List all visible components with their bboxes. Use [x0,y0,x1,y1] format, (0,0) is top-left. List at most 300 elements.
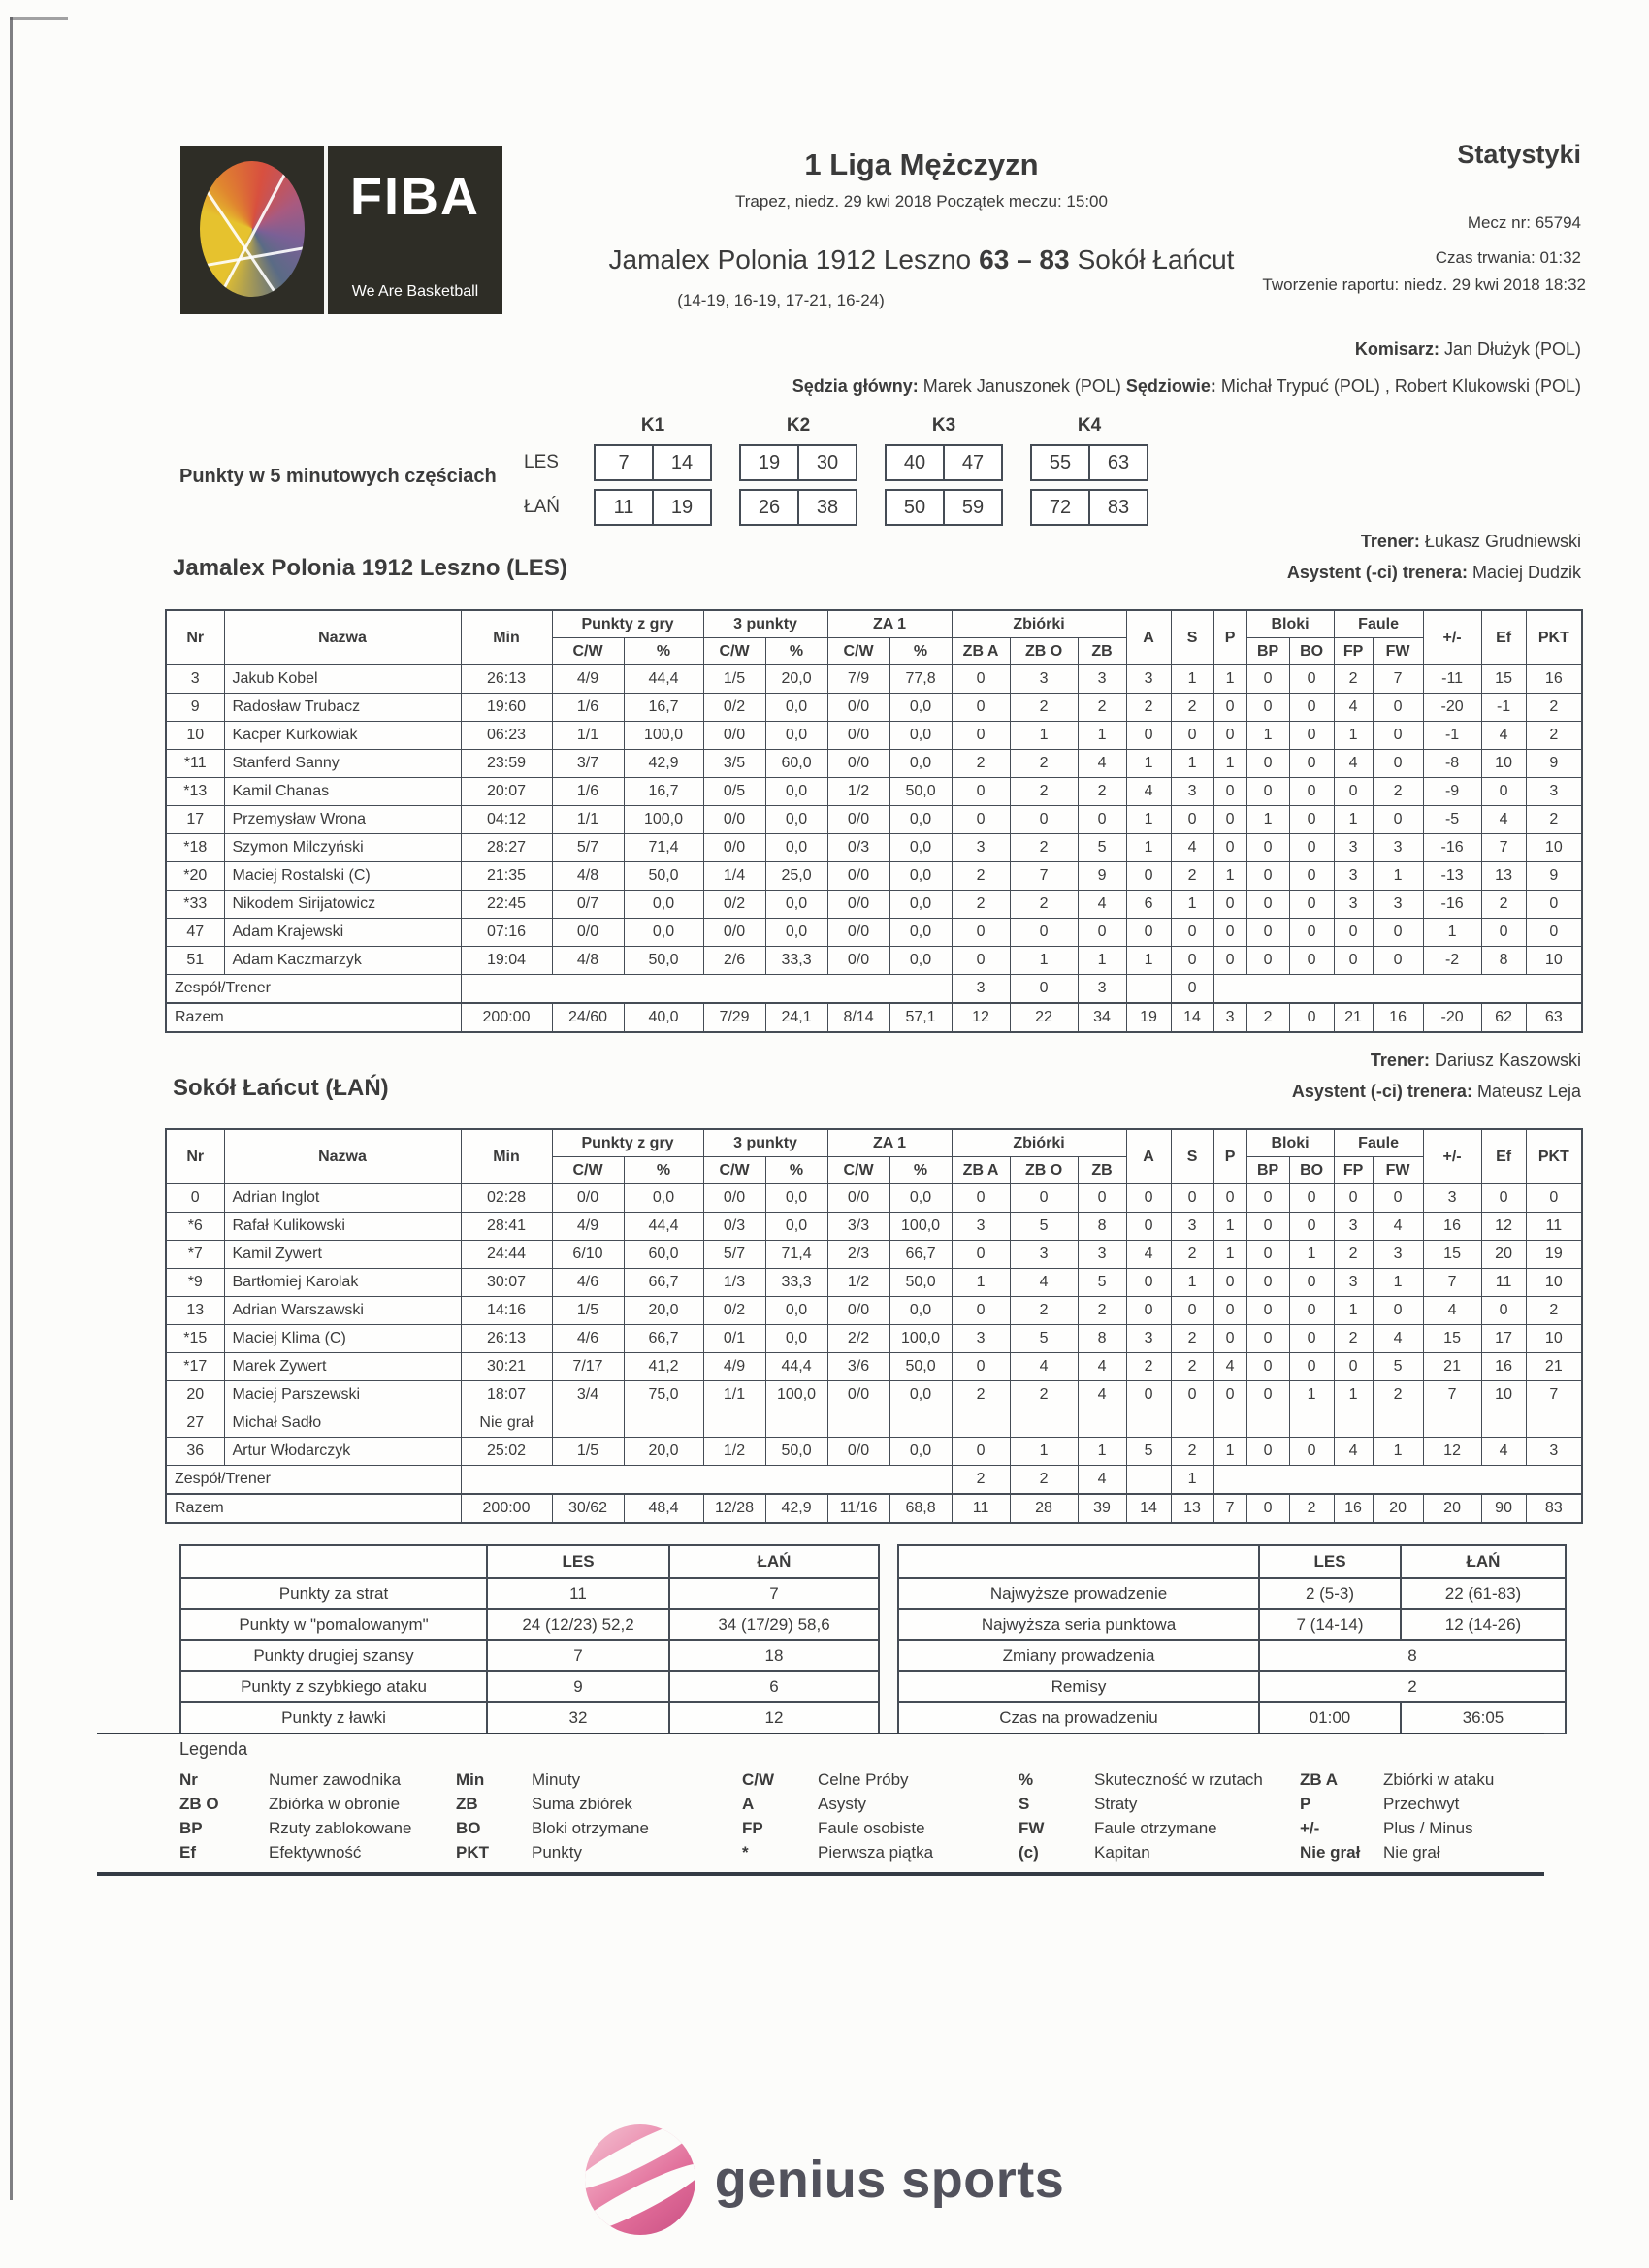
stat-cell: 4 [1078,1381,1126,1409]
stat-cell: 20:07 [461,778,552,806]
stat-cell: 3/5 [703,750,765,778]
stat-cell: 77,8 [889,665,952,694]
stat-cell: 44,4 [624,665,703,694]
stat-cell: 8 [1078,1325,1126,1353]
legend [179,1767,1600,1864]
stat-cell: 5/7 [703,1241,765,1269]
col-header-steals: P [1213,1129,1246,1184]
stat-cell: 36 [166,1438,224,1466]
stat-cell: -1 [1481,694,1526,722]
legend-entry [179,1767,456,1792]
total-cell: 200:00 [461,1494,552,1523]
stat-cell: 4 [1010,1269,1078,1297]
summary-stat-label: Punkty z szybkiego ataku [180,1671,487,1702]
player-row [166,665,1582,694]
team-bench-row [166,1466,1582,1495]
stat-cell: 0/0 [827,750,889,778]
quarter-group [739,415,857,534]
stat-cell: 0,0 [889,834,952,862]
totals-label: Razem [166,1003,461,1032]
player-name: Maciej Klima (C) [224,1325,461,1353]
stat-cell: 1/5 [552,1438,624,1466]
away-team-code: ŁAŃ [524,497,560,517]
stat-cell: 2 [1010,694,1078,722]
team2-coach-line [1371,1051,1581,1071]
stat-cell: 4 [1373,1325,1423,1353]
coach-name: Łukasz Grudniewski [1419,532,1581,551]
player-name: Adam Krajewski [224,919,461,947]
player-name: Kacper Kurkowiak [224,722,461,750]
stat-cell: 1/5 [552,1297,624,1325]
stat-cell: 0/0 [703,919,765,947]
stat-cell: 12 [1481,1213,1526,1241]
referee-name: Marek Januszonek (POL) [918,376,1126,396]
stat-cell: 3 [952,834,1010,862]
quarter-score-row [594,489,712,526]
summary-row [180,1702,879,1733]
stat-cell: 3 [952,1325,1010,1353]
total-cell: 12 [952,1003,1010,1032]
col-header-points: PKT [1526,610,1582,665]
stat-cell: 0 [952,1297,1010,1325]
total-cell: 14 [1126,1494,1171,1523]
stat-cell: 2 [1078,1297,1126,1325]
legend-abbr: BO [456,1819,481,1837]
stat-cell: 2 [1010,891,1078,919]
stat-cell: 0 [1126,1381,1171,1409]
stat-cell: 100,0 [765,1381,827,1409]
stat-cell: 0 [1289,1325,1334,1353]
stat-cell: 4 [1213,1353,1246,1381]
stat-cell: 4 [1078,750,1126,778]
player-name: Marek Zywert [224,1353,461,1381]
stat-cell: 0/0 [552,919,624,947]
player-row [166,947,1582,975]
stat-cell: 0 [952,947,1010,975]
stat-cell: 2 [1481,891,1526,919]
stat-cell: 0 [1246,750,1289,778]
quarter-score-row [1030,444,1148,481]
stat-cell [552,1409,624,1438]
col-header-nr: Nr [166,610,224,665]
legend-abbr: ZB O [179,1795,219,1813]
legend-column [456,1767,742,1864]
stat-cell: 0 [1246,694,1289,722]
stat-cell: -8 [1423,750,1481,778]
legend-entry [456,1767,742,1792]
stat-cell: 2 [1526,806,1582,834]
stat-cell [1481,1409,1526,1438]
stat-cell: 3 [1334,862,1373,891]
stat-cell: 3/4 [552,1381,624,1409]
team-bench-label: Zespół/Trener [166,975,461,1004]
stat-cell: 7 [1423,1381,1481,1409]
stat-cell: 7/17 [552,1353,624,1381]
player-row [166,834,1582,862]
match-title [592,244,1251,275]
stat-cell: 11 [1526,1213,1582,1241]
score-cell: 63 [1088,444,1148,481]
stat-cell: 33,3 [765,947,827,975]
stat-cell: 0,0 [765,1213,827,1241]
stat-cell: 1 [1213,862,1246,891]
total-cell: 0 [1246,1494,1289,1523]
stat-cell: 25,0 [765,862,827,891]
score-cell: 40 [885,444,945,481]
summary-row [898,1702,1566,1733]
stat-cell: 0 [1246,1381,1289,1409]
team2-assistant-line [1292,1082,1581,1102]
legend-entry [179,1816,456,1840]
stat-cell: 19 [1526,1241,1582,1269]
stat-cell: 60,0 [624,1241,703,1269]
stat-cell: 0/2 [703,694,765,722]
stat-cell: 2 [1010,778,1078,806]
total-cell: 7 [1213,1494,1246,1523]
col-header-bo: BO [1289,1157,1334,1184]
legend-abbr: PKT [456,1843,489,1862]
stat-cell: 21:35 [461,862,552,891]
total-cell: 19 [1126,1003,1171,1032]
commissioner-name: Jan Dłużyk (POL) [1439,340,1581,359]
stat-cell: 1 [1423,919,1481,947]
total-cell: -20 [1423,1003,1481,1032]
stat-cell: 22:45 [461,891,552,919]
legend-entry [1018,1840,1300,1864]
stat-cell: 0 [952,722,1010,750]
col-header-turnovers: S [1171,610,1213,665]
stat-cell: 0/1 [703,1325,765,1353]
stat-cell: 1 [1078,722,1126,750]
col-header-zb: ZB [1078,638,1126,665]
stat-cell: 07:16 [461,919,552,947]
stat-cell: 0/0 [827,1184,889,1213]
player-row [166,1325,1582,1353]
stat-cell: 1 [1334,806,1373,834]
legend-desc: Kapitan [1094,1843,1150,1862]
stats-table-header [166,1129,1582,1184]
stat-cell: 0 [1246,1241,1289,1269]
col-group-fouls: Faule [1334,1129,1423,1157]
stat-cell: 0 [1373,722,1423,750]
legend-abbr: C/W [742,1770,775,1789]
team2-stats-body [166,1184,1582,1524]
col-group-blocks: Bloki [1246,1129,1334,1157]
summary-row [180,1671,879,1702]
stat-cell: 0/0 [827,1297,889,1325]
team2-stats-table [165,1128,1583,1524]
quarter-team-codes [524,415,594,534]
total-cell: 24/60 [552,1003,624,1032]
quarter-scores-block [179,415,1148,534]
stat-cell: 1 [1126,947,1171,975]
stat-cell: 0,0 [889,1438,952,1466]
stat-cell: 0 [1289,778,1334,806]
stat-cell: 3 [1010,1241,1078,1269]
stat-cell: 24:44 [461,1241,552,1269]
stat-cell: 0 [1213,919,1246,947]
stat-cell: 0 [1213,1184,1246,1213]
summary-value-lan: 12 (14-26) [1401,1609,1566,1640]
stat-cell [703,1409,765,1438]
report-timestamp: Tworzenie raportu: niedz. 29 kwi 2018 18:32 [1262,275,1586,294]
stat-cell: 0 [1213,834,1246,862]
summary-row [898,1640,1566,1671]
league-title: 1 Liga Mężczyzn [804,147,1039,181]
col-header-zbo: ZB O [1010,1157,1078,1184]
legend-entry [742,1767,1018,1792]
stat-cell [1526,1409,1582,1438]
legend-desc: Minuty [532,1770,581,1789]
stat-cell: 17 [1481,1325,1526,1353]
stat-cell: 60,0 [765,750,827,778]
col-header-plusminus: +/- [1423,610,1481,665]
stat-cell: 2 [952,1466,1010,1495]
stat-cell: 3/3 [827,1213,889,1241]
total-cell: 16 [1373,1003,1423,1032]
stat-cell: 3 [1526,778,1582,806]
stat-cell: 5 [1078,834,1126,862]
col-header-nr: Nr [166,1129,224,1184]
stat-cell: 1/2 [827,778,889,806]
leads-summary-table [897,1544,1567,1734]
stat-cell: *13 [166,778,224,806]
stat-cell: 50,0 [765,1438,827,1466]
quarter-group [1030,415,1148,534]
summary-shared-value: 8 [1259,1640,1566,1671]
col-header-pct: % [765,638,827,665]
stat-cell: 0 [1078,806,1126,834]
stat-cell: 0 [1246,1213,1289,1241]
team1-assistant-line [1287,563,1581,583]
stat-cell: 1 [1126,750,1171,778]
player-row [166,806,1582,834]
team-code-header: LES [1259,1545,1401,1578]
coach-label: Trener: [1360,532,1420,551]
legend-abbr: (c) [1018,1843,1039,1862]
stat-cell: 0 [1171,975,1213,1004]
stat-cell: 1/1 [552,806,624,834]
stat-cell: 4 [1373,1213,1423,1241]
final-score: 63 – 83 [979,244,1070,275]
stat-cell: 0 [1289,665,1334,694]
stat-cell: 0 [1213,1381,1246,1409]
col-header-fw: FW [1373,638,1423,665]
stat-cell [765,1409,827,1438]
stat-cell: 1 [1171,1269,1213,1297]
stat-cell: 16,7 [624,694,703,722]
stat-cell: 44,4 [765,1353,827,1381]
summary-value-lan: 34 (17/29) 58,6 [669,1609,879,1640]
total-cell: 11 [952,1494,1010,1523]
stat-cell: 0 [1289,1438,1334,1466]
player-name: Maciej Rostalski (C) [224,862,461,891]
stat-cell: 28:41 [461,1213,552,1241]
home-team-name: Jamalex Polonia 1912 Leszno [608,244,972,275]
legend-abbr: Min [456,1770,485,1789]
total-cell: 0 [1289,1003,1334,1032]
summary-row [898,1578,1566,1609]
stat-cell: 0 [1126,1269,1171,1297]
col-header-cw: C/W [703,638,765,665]
stat-cell: 2 [1171,1325,1213,1353]
stat-cell: 66,7 [624,1269,703,1297]
legend-desc: Plus / Minus [1383,1819,1473,1837]
legend-column [179,1767,456,1864]
stat-cell: 0 [952,919,1010,947]
col-header-zb: ZB [1078,1157,1126,1184]
genius-sports-ball-icon [585,2124,695,2235]
stat-cell: 100,0 [889,1325,952,1353]
col-header-fw: FW [1373,1157,1423,1184]
player-row [166,1297,1582,1325]
stat-cell: 0 [1246,862,1289,891]
stat-cell: 1 [1078,947,1126,975]
stat-cell: 1/2 [703,1438,765,1466]
col-header-zba: ZB A [952,638,1010,665]
divider-line [97,1733,1544,1734]
stat-cell: 71,4 [765,1241,827,1269]
col-header-efficiency: Ef [1481,610,1526,665]
score-cell: 59 [943,489,1003,526]
stat-cell: -1 [1423,722,1481,750]
team-code-header: ŁAŃ [669,1545,879,1578]
stat-cell: 10 [1526,1269,1582,1297]
player-row [166,891,1582,919]
summary-stat-label: Remisy [898,1671,1259,1702]
stat-cell: 4 [1126,1241,1171,1269]
summary-shared-value: 2 [1259,1671,1566,1702]
col-header-efficiency: Ef [1481,1129,1526,1184]
stat-cell: 0,0 [765,806,827,834]
stat-cell: 30:21 [461,1353,552,1381]
score-cell: 19 [652,489,712,526]
total-cell: 13 [1171,1494,1213,1523]
stat-cell: 0 [1289,862,1334,891]
assistant-label: Asystent (-ci) trenera: [1286,563,1468,582]
col-header-name: Nazwa [224,610,461,665]
stat-cell: 66,7 [624,1325,703,1353]
stat-cell: 1 [1373,862,1423,891]
stat-cell: 2/6 [703,947,765,975]
referees-line [792,376,1581,397]
stat-cell: 0 [1334,947,1373,975]
stat-cell: 0 [1126,722,1171,750]
stat-cell: 42,9 [624,750,703,778]
stat-cell: 1/6 [552,778,624,806]
stat-cell: 12 [1423,1438,1481,1466]
player-row [166,1184,1582,1213]
col-header-fp: FP [1334,638,1373,665]
stat-cell: 6/10 [552,1241,624,1269]
legend-entry [456,1840,742,1864]
stat-cell: 0 [1246,1325,1289,1353]
total-cell: 200:00 [461,1003,552,1032]
summary-row [180,1578,879,1609]
legend-abbr: +/- [1300,1819,1320,1837]
stat-cell: 21 [1423,1353,1481,1381]
fiba-logo-text [328,146,502,314]
legend-abbr: ZB A [1300,1770,1339,1789]
stat-cell [1126,1466,1171,1495]
stat-cell [889,1409,952,1438]
stat-cell: 4 [1010,1353,1078,1381]
legend-title: Legenda [179,1739,248,1759]
stat-cell: 7 [1481,834,1526,862]
stat-cell: 0 [1334,1353,1373,1381]
stat-cell: 4/9 [703,1353,765,1381]
commissioner-line [1355,340,1581,360]
player-name: Bartłomiej Karolak [224,1269,461,1297]
stat-cell: 0 [952,1438,1010,1466]
legend-desc: Numer zawodnika [269,1770,402,1789]
stat-cell: 10 [1481,1381,1526,1409]
stat-cell: 0/3 [703,1213,765,1241]
stat-cell: 0 [1213,806,1246,834]
player-row [166,1381,1582,1409]
total-cell: 40,0 [624,1003,703,1032]
total-cell: 48,4 [624,1494,703,1523]
score-cell: 83 [1088,489,1148,526]
period-label: K3 [931,415,956,436]
stat-cell: 1/1 [703,1381,765,1409]
stat-cell: 0 [1010,1184,1078,1213]
score-cell: 14 [652,444,712,481]
stat-cell: -16 [1423,834,1481,862]
summary-value-les: 24 (12/23) 52,2 [487,1609,669,1640]
score-cell: 47 [943,444,1003,481]
stat-cell: 10 [1481,750,1526,778]
stat-cell: 0/2 [703,1297,765,1325]
stat-cell: 3 [1373,891,1423,919]
stat-cell: 2 [1010,1381,1078,1409]
stat-cell: 0 [1373,806,1423,834]
player-row [166,1353,1582,1381]
stat-cell: 2 [1171,694,1213,722]
legend-abbr: Nie grał [1300,1843,1361,1862]
stat-cell: 0,0 [765,1325,827,1353]
stat-cell: 3 [1010,665,1078,694]
stat-cell: 0 [1334,1184,1373,1213]
stat-cell [1423,1409,1481,1438]
stat-cell: 0 [952,778,1010,806]
stat-cell: 1 [1171,665,1213,694]
stat-cell: 0 [1373,1184,1423,1213]
stat-cell: 3 [166,665,224,694]
stat-cell: 0 [1289,806,1334,834]
coach-label: Trener: [1370,1051,1430,1070]
legend-desc: Bloki otrzymane [532,1819,649,1837]
summary-header-row [180,1545,879,1578]
legend-abbr: FW [1018,1819,1045,1837]
stat-cell [1126,975,1171,1004]
stat-cell: 1 [1010,1438,1078,1466]
team-code-header: ŁAŃ [1401,1545,1566,1578]
stat-cell: 50,0 [889,1269,952,1297]
quarter-group [885,415,1003,534]
empty-header-cell [180,1545,487,1578]
stat-cell: 0,0 [765,891,827,919]
stat-cell: 0 [1246,665,1289,694]
stat-cell: 1/2 [827,1269,889,1297]
stat-cell [1010,1409,1078,1438]
stat-cell: 0 [1213,722,1246,750]
stat-cell: 3 [1373,1241,1423,1269]
stat-cell: 16 [1423,1213,1481,1241]
stat-cell: 0 [1010,919,1078,947]
score-cell: 72 [1030,489,1090,526]
stat-cell: 4 [1126,778,1171,806]
